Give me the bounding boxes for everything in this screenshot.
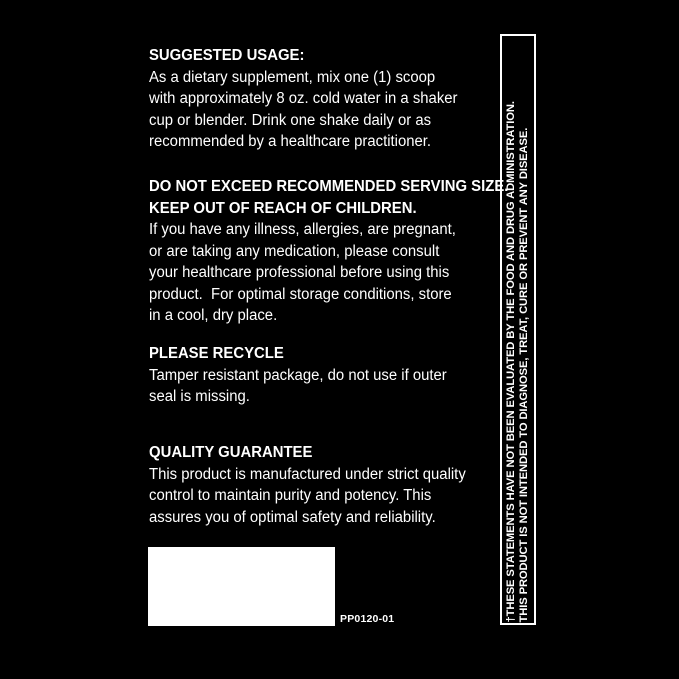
suggested-usage-heading: SUGGESTED USAGE: <box>149 47 305 64</box>
quality-guarantee-line: assures you of optimal safety and reliability. <box>149 508 436 526</box>
recycle-line: Tamper resistant package, do not use if outer <box>149 366 447 384</box>
quality-guarantee-heading: QUALITY GUARANTEE <box>149 444 313 461</box>
warning-line: or are taking any medication, please consult <box>149 242 440 260</box>
suggested-usage-line: recommended by a healthcare practitioner. <box>149 133 432 150</box>
suggested-usage-line: As a dietary supplement, mix one (1) scoop <box>149 68 436 86</box>
suggested-usage-line: cup or blender. Drink one shake daily or as <box>149 111 432 129</box>
fda-disclaimer-box <box>500 34 536 625</box>
warning-section <box>149 176 509 327</box>
barcode-area <box>148 547 335 626</box>
fda-disclaimer-line: THIS PRODUCT IS NOT INTENDED TO DIAGNOSE, TREAT, CURE OR PREVENT ANY DISEASE. <box>518 127 530 622</box>
warning-heading: KEEP OUT OF REACH OF CHILDREN. <box>149 199 417 217</box>
suggested-usage-section <box>149 45 495 153</box>
recycle-section <box>149 343 495 408</box>
quality-guarantee-line: This product is manufactured under strict quality <box>149 465 466 483</box>
warning-line: product. For optimal storage conditions, store <box>149 285 452 303</box>
warning-line: in a cool, dry place. <box>149 307 278 324</box>
warning-heading: DO NOT EXCEED RECOMMENDED SERVING SIZE. <box>149 178 509 195</box>
recycle-line: seal is missing. <box>149 388 250 405</box>
fda-disclaimer-line: †THESE STATEMENTS HAVE NOT BEEN EVALUATED BY THE FOOD AND DRUG ADMINISTRATION. <box>505 100 517 622</box>
fda-disclaimer-text <box>505 37 531 622</box>
warning-line: If you have any illness, allergies, are pregnant, <box>149 221 456 238</box>
suggested-usage-line: with approximately 8 oz. cold water in a shaker <box>149 90 458 107</box>
warning-line: your healthcare professional before using this <box>149 264 450 281</box>
quality-guarantee-section <box>149 442 495 528</box>
product-code: PP0120-01 <box>340 613 395 625</box>
recycle-heading: PLEASE RECYCLE <box>149 345 284 362</box>
quality-guarantee-line: control to maintain purity and potency. This <box>149 487 432 504</box>
